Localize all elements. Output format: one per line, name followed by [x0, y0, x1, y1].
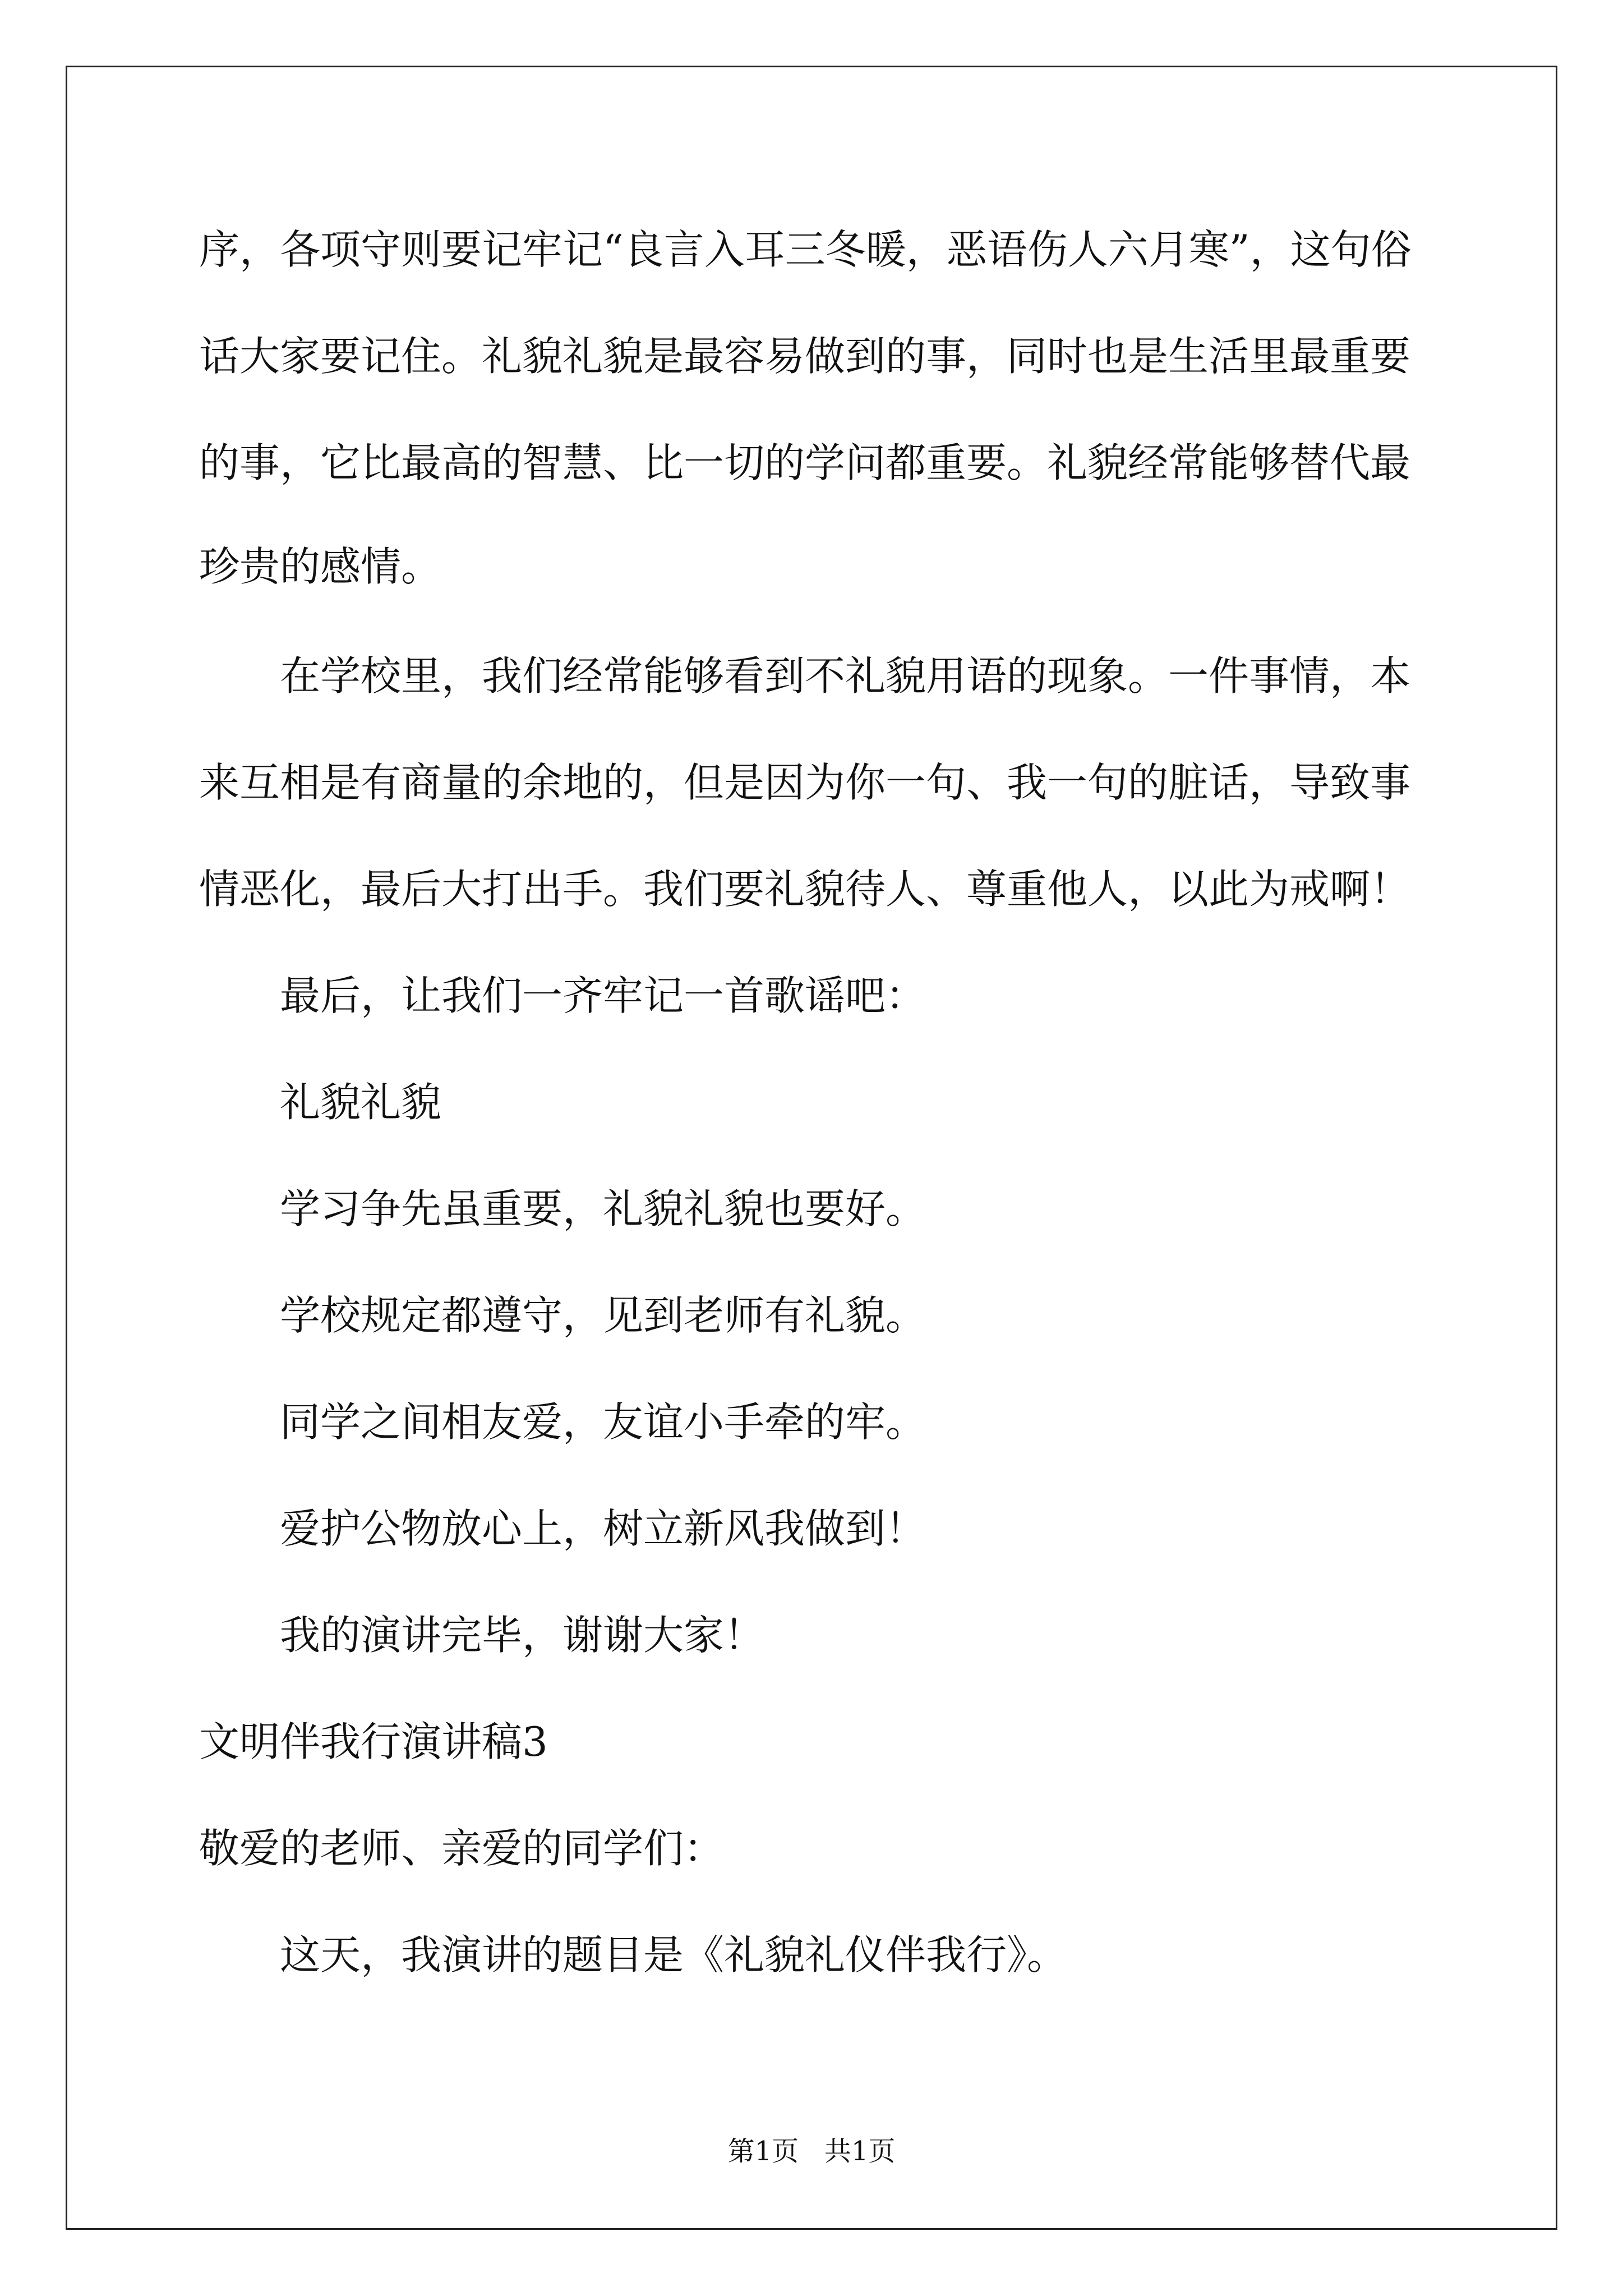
salutation: 敬爱的老师、亲爱的同学们： — [199, 1825, 725, 1872]
text-line: 来互相是有商量的余地的，但是因为你一句、我一句的脏话，导致事 — [199, 759, 1411, 806]
text-line: 情恶化，最后大打出手。我们要礼貌待人、尊重他人，以此为戒啊！ — [199, 866, 1411, 913]
text-line: 在学校里，我们经常能够看到不礼貌用语的现象。一件事情，本 — [280, 652, 1411, 700]
text-line: 学习争先虽重要，礼貌礼貌也要好。 — [280, 1185, 926, 1232]
text-line: 话大家要记住。礼貌礼貌是最容易做到的事，同时也是生活里最重要 — [199, 333, 1411, 380]
text-line: 这天，我演讲的题目是《礼貌礼仪伴我行》。 — [280, 1931, 1068, 1978]
section-heading: 文明伴我行演讲稿3 — [199, 1718, 548, 1765]
text-line: 我的演讲完毕，谢谢大家！ — [280, 1612, 765, 1659]
page-border — [66, 66, 1557, 2230]
page-footer: 第1页 共1页 — [727, 2136, 896, 2167]
text-line: 同学之间相友爱，友谊小手牵的牢。 — [280, 1398, 926, 1446]
text-line: 珍贵的感情。 — [199, 543, 442, 590]
text-line: 礼貌礼貌 — [280, 1079, 442, 1126]
text-line: 爱护公物放心上，树立新风我做到！ — [280, 1505, 926, 1552]
text-line: 学校规定都遵守，见到老师有礼貌。 — [280, 1292, 926, 1339]
text-line: 序，各项守则要记牢记“良言入耳三冬暖，恶语伤人六月寒”，这句俗 — [199, 226, 1412, 273]
text-line: 的事，它比最高的智慧、比一切的学问都重要。礼貌经常能够替代最 — [199, 439, 1411, 486]
text-line: 最后，让我们一齐牢记一首歌谣吧： — [280, 972, 926, 1019]
